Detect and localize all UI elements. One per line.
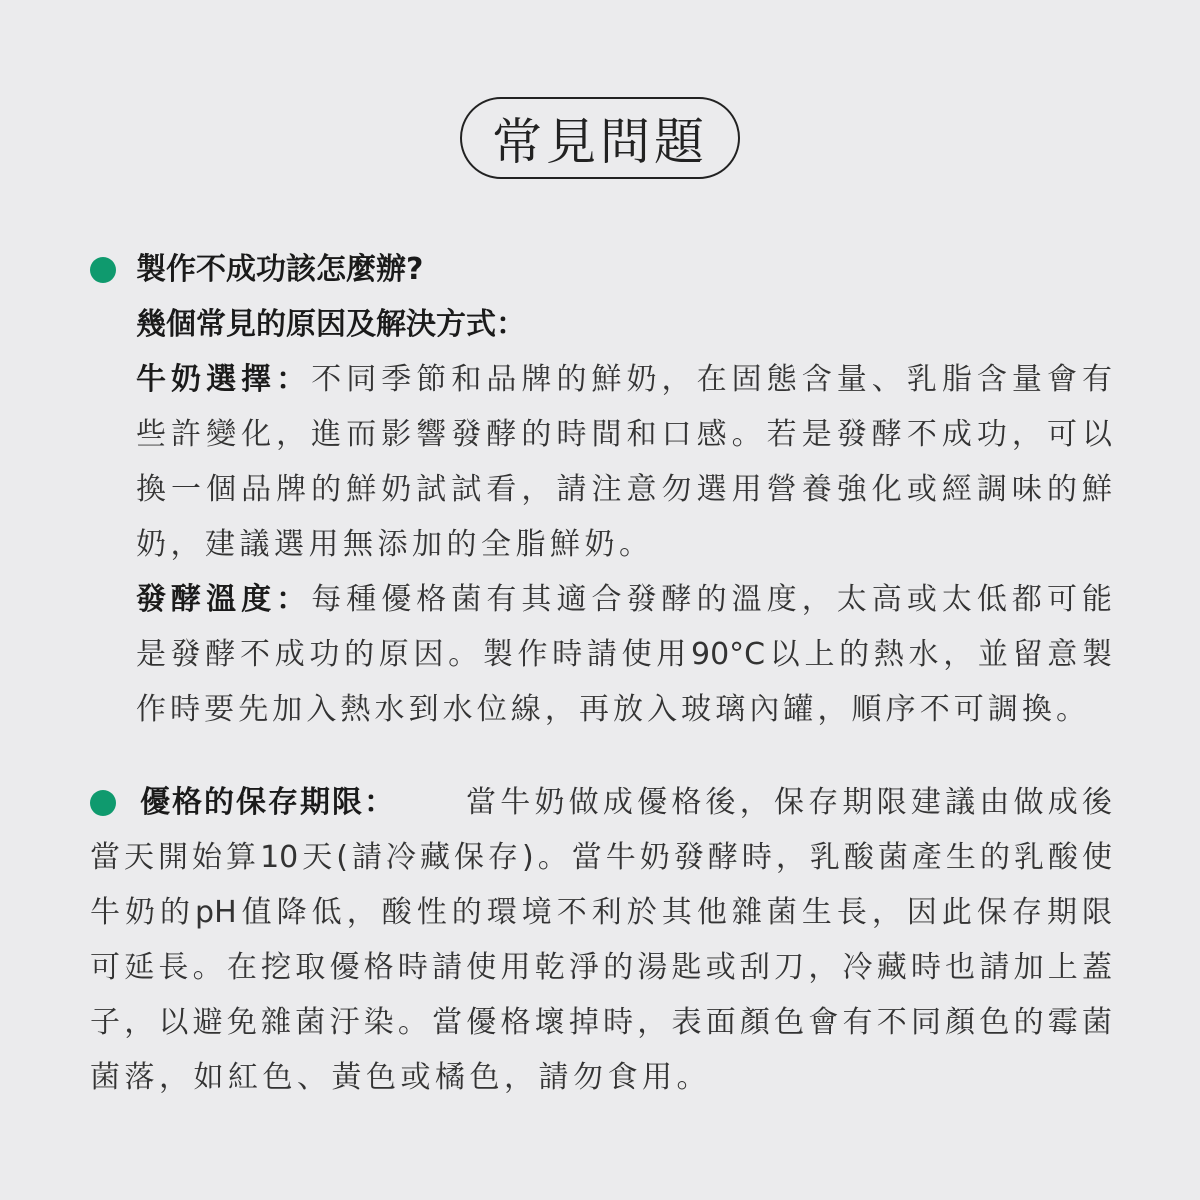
temp-text: 每種優格菌有其適合發酵的溫度，太高或太低都可能	[311, 582, 1113, 617]
milk-line	[136, 358, 1112, 402]
section2-heading: 優格的保存期限：	[140, 785, 396, 820]
storage-line: 子，以避免雜菌汙染。當優格壞掉時，表面顏色會有不同顏色的霉菌	[90, 1005, 1112, 1040]
milk-line: 奶，建議選用無添加的全脂鮮奶。	[136, 527, 654, 562]
storage-line: 當天開始算10天(請冷藏保存)。當牛奶發酵時，乳酸菌產生的乳酸使	[90, 840, 1112, 875]
bullet-icon	[90, 790, 116, 816]
milk-line: 換一個品牌的鮮奶試試看，請注意勿選用營養強化或經調味的鮮	[136, 472, 1112, 507]
temp-label: 發酵溫度：	[136, 582, 312, 617]
section1-heading: 製作不成功該怎麼辦?	[136, 252, 424, 287]
section1-subheading: 幾個常見的原因及解決方式：	[136, 307, 526, 342]
page-title: 常見問題	[460, 97, 740, 179]
storage-line: 菌落，如紅色、黃色或橘色，請勿食用。	[90, 1060, 711, 1095]
milk-line: 些許變化，進而影響發酵的時間和口感。若是發酵不成功，可以	[136, 417, 1112, 452]
bullet-icon	[90, 257, 116, 283]
temp-line	[136, 578, 1112, 622]
storage-line: 可延長。在挖取優格時請使用乾淨的湯匙或刮刀，冷藏時也請加上蓋	[90, 950, 1112, 985]
storage-line: 牛奶的pH值降低，酸性的環境不利於其他雜菌生長，因此保存期限	[90, 895, 1112, 930]
temp-line: 是發酵不成功的原因。製作時請使用90°C以上的熱水，並留意製	[136, 637, 1112, 672]
milk-label: 牛奶選擇：	[136, 362, 312, 397]
milk-text: 不同季節和品牌的鮮奶，在固態含量、乳脂含量會有	[311, 362, 1113, 397]
storage-line: 當牛奶做成優格後，保存期限建議由做成後	[466, 785, 1112, 820]
temp-line: 作時要先加入熱水到水位線，再放入玻璃內罐，順序不可調換。	[136, 692, 1086, 727]
